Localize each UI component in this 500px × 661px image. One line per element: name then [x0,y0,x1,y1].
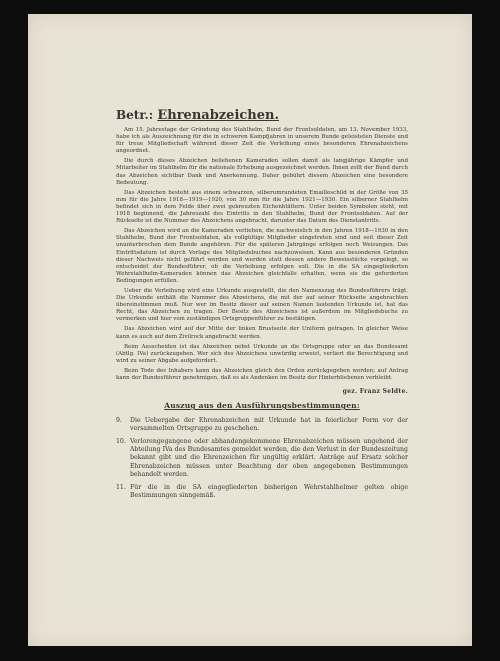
item-number: 10. [116,438,126,446]
document-sheet [28,14,472,646]
item-number: 9. [116,417,122,425]
paragraph: Das Abzeichen wird auf der Mitte der linken Brustseite der Uniform getragen. In gleicher Weise kann es auch auf dem Zivilrock angebracht werden. [116,326,408,340]
document-title [116,108,408,123]
item-text: Verlorengegangene oder abhandengekommene Ehrenabzeichen müssen ungehend der Abteilung IVa des Bundesamtes gemeldet werden, die den Verlust in der Bundeszeitung bekannt gibt und die Ehrenzeichen für ungültig erklärt. Anträge auf Ersatz solcher Ehrenabzeichen müssen unter Beachtung der oben angegebenen Bestimmungen behandelt werden. [130,438,408,478]
paragraph: Beim Tode des Inhabers kann das Abzeichen gleich den Orden zurückgegeben werden; auf Antrag kann der Bundesführer genehmigen, daß es als Andenken im Besitz der Hinterbliebenen verbleibt. [116,367,408,381]
excerpt-heading: Auszug aus den Ausführungsbestimmungen: [164,401,360,411]
paragraph: Das Abzeichen besteht aus einem schwarzen, silberumrandeten Emailleschild in der Größe von 35 mm für die Jahre 1918—1919—1920, von 30 mm für die Jahre 1921—1930. Ein silberner Stahlhelm befindet sich in dem Felde über zwei gekreuzten Eichenblättern. Unter beiden Symbolen steht, mit 1918 beginnend, die Jahreszahl des Eintritts in den Stahlhelm, Bund der Frontsoldaten. Auf der Rückseite ist die Nummer des Abzeichens angebracht, darunter das Datum des Dienstantritts. [116,189,408,225]
item-text: Die Uebergabe der Ehrenabzeichen mit Urkunde hat in feierlicher Form vor der versammelten Ortsgruppe zu geschehen. [130,417,408,433]
list-item [116,484,408,500]
paragraph: Die durch dieses Abzeichen beliehenen Kameraden sollen damit als langjährige Kämpfer und Mitarbeiter im Stahlhelm für die nationale Erhebung ausgezeichnet werden. Ihnen zollt der Bund durch das Abzeichen sichtbar Dank und Anerkennung. Daher gebührt diesem Abzeichen eine besondere Bedeutung. [116,158,408,186]
paragraph: Beim Ausscheiden ist das Abzeichen nebst Urkunde an die Ortsgruppe oder an das Bundesamt (Abtlg. IVa) zurückzugeben. Wer sich des Abzeichens unwürdig erweist, verliert die Berechtigung und wird zu seiner Abgabe aufgefordert. [116,343,408,364]
document-content [116,108,408,505]
paragraph: Das Abzeichen wird an die Kameraden verliehen, die nachweislich in den Jahren 1918—1930 in den Stahlhelm, Bund der Frontsoldaten, als vollgültige Mitglieder eingetreten sind und seit dieser Zeit ununterbrochen dem Bunde angehören. Für die späteren Jahrgänge erfolgen noch Weisungen. Das Eintrittsdatum ist durch Vorlage des Mitgliedsbuches nachzuweisen. Kann aus besonderen Gründen dieser Nachweis nicht geführt werden und werden statt dessen andere Beweisstücke vorgelegt, so entscheidet der Bundesführer, ob die Verleihung erfolgen soll. Die in die SA eingegliederten Wehrstahlhelm-Kameraden können das Abzeichen gleichfalls erhalten, wenn sie die geforderten Bedingungen erfüllen. [116,228,408,284]
signature: gez. Franz Seldte. [342,388,408,396]
paragraph: Am 15. Jahrestage der Gründung des Stahlhelm, Bund der Frontsoldaten, am 13. November 1933, habe ich als Auszeichnung für die in schweren Kampfjahren in unserem Bunde geleisteten Dienste und für treue Mitgliedschaft während dieser Zeit die Verleihung eines besonderen Ehrenabzeichens angeordnet. [116,127,408,155]
title-text: Ehrenabzeichen. [157,108,279,123]
betr-label: Betr.: [116,108,154,122]
paragraph: Ueber die Verleihung wird eine Urkunde ausgestellt, die den Namenszug des Bundesführers trägt. Die Urkunde enthält die Nummer des Abzeichens, die mit der auf seiner Rückseite angebrachten übereinstimmen muß. Nur wer im Besitz dieser auf seinen Namen lautenden Urkunde ist, hat das Recht, das Abzeichen zu tragen. Der Besitz des Abzeichens ist außerdem im Mitgliedsbuche zu vermerken und hier vom zuständigen Ortsgruppenführer zu bestätigen. [116,287,408,323]
item-number: 11. [116,483,126,491]
list-item [116,438,408,478]
list-item [116,417,408,433]
item-text: Für die in die SA eingegliederten bisherigen Wehrstahlhelmer gelten obige Bestimmungen sinngemäß. [130,483,408,499]
